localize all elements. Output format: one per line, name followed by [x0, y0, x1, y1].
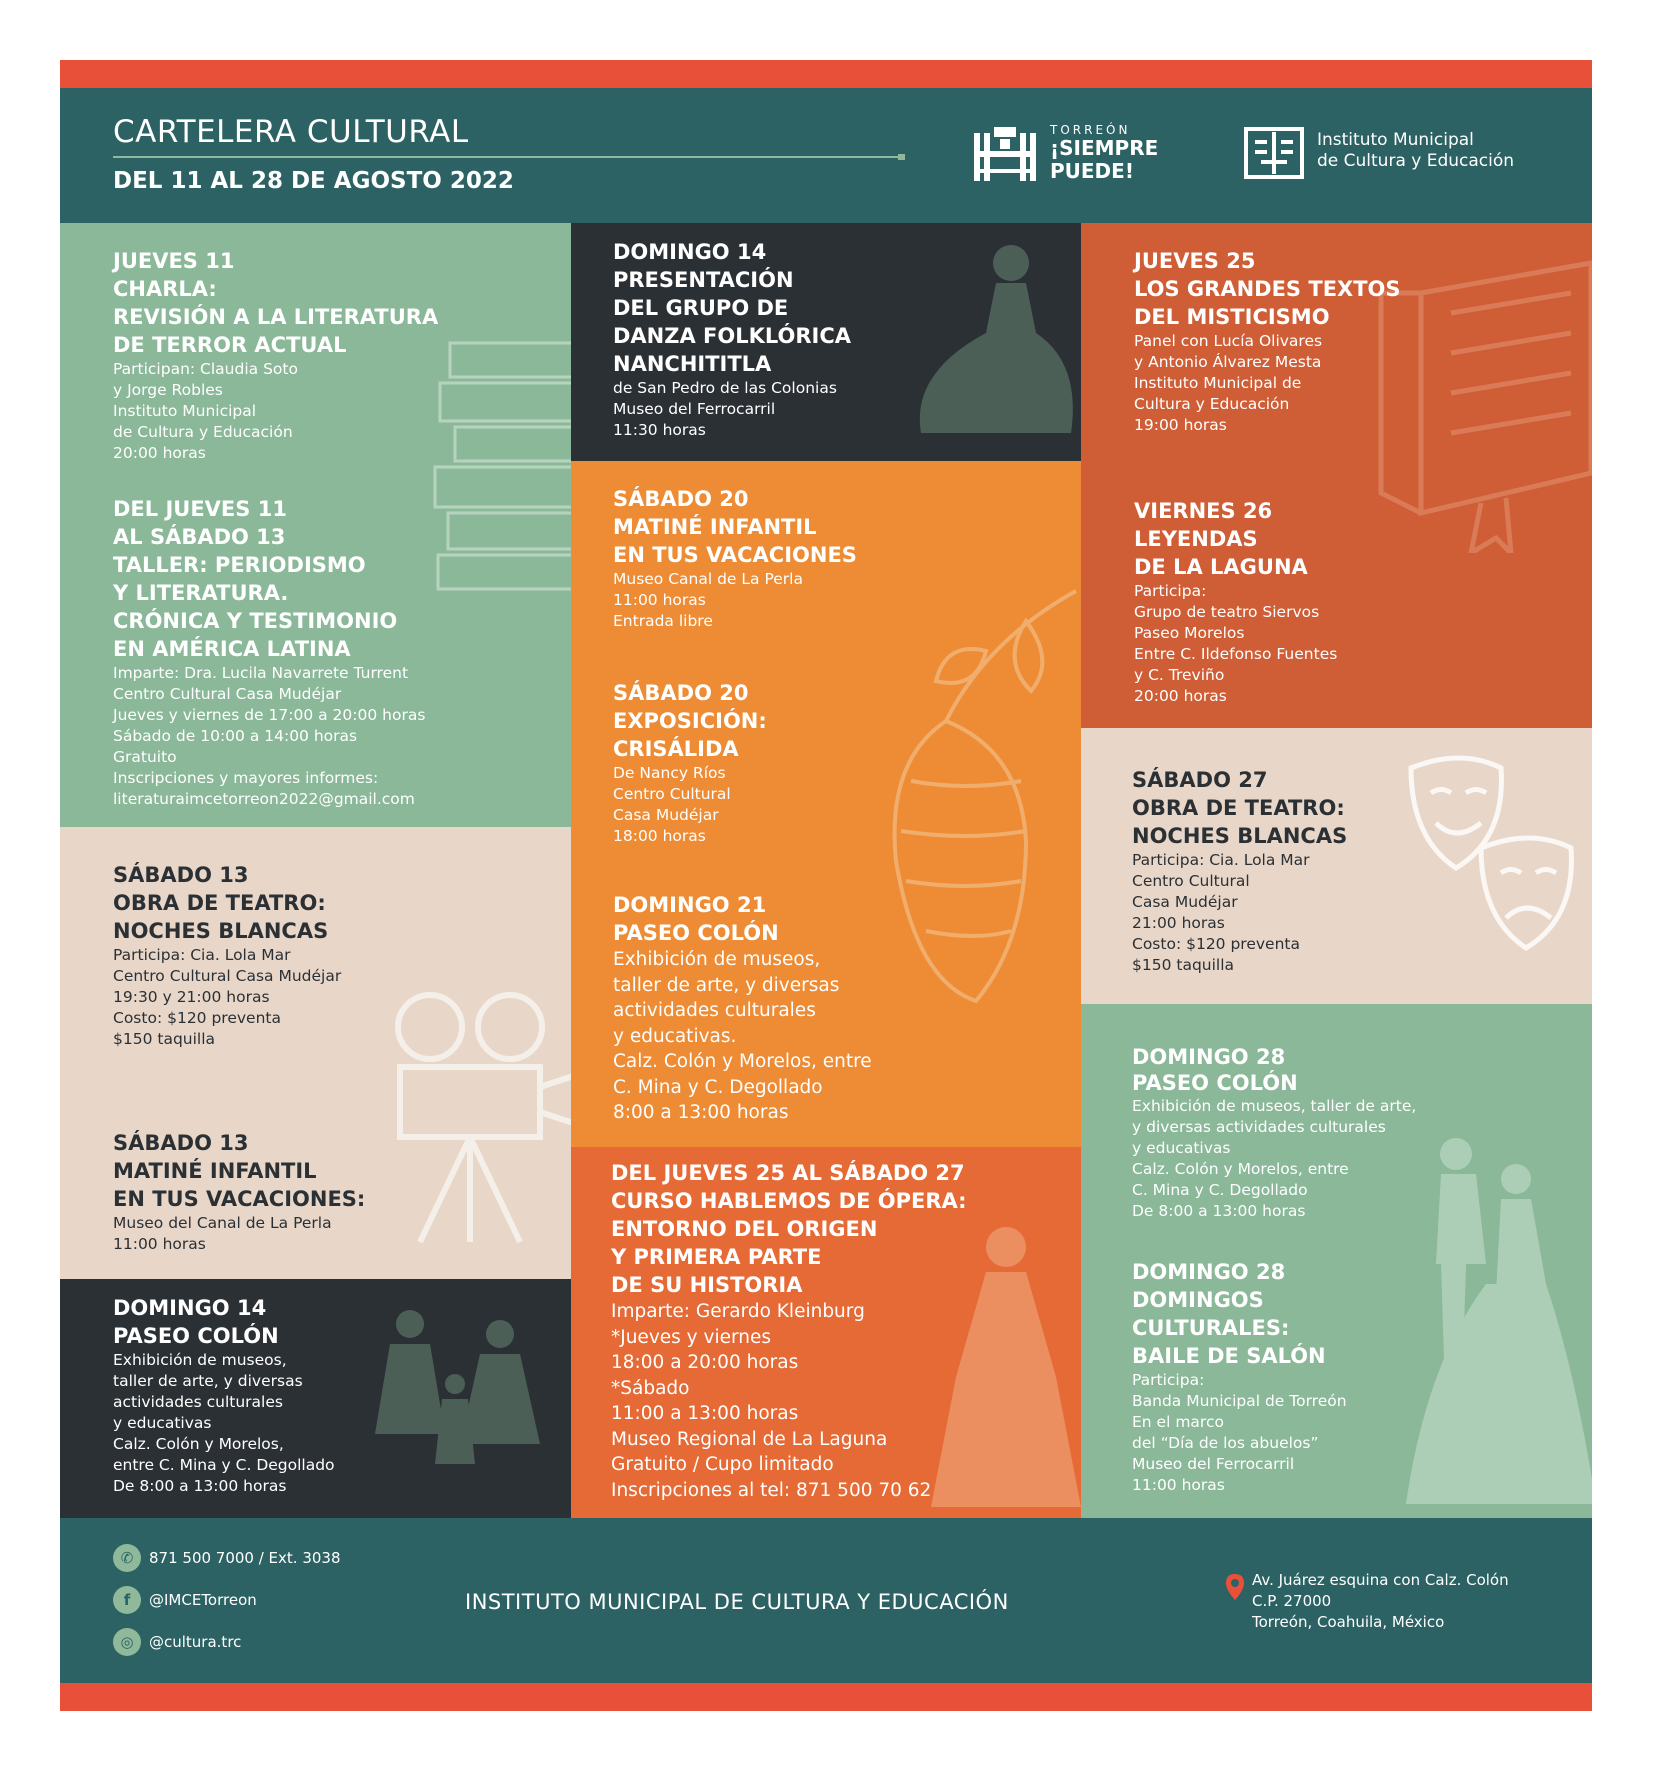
instituto-label: Instituto Municipal de Cultura y Educación — [1317, 130, 1515, 171]
event-title: DEL JUEVES 25 AL SÁBADO 27 CURSO HABLEMOS DE ÓPERA: ENTORNO DEL ORIGEN Y PRIMERA PARTE DE SU HISTORIA — [611, 1161, 967, 1297]
instituto-logo — [1243, 126, 1543, 186]
panel-domingo-14 — [60, 1279, 571, 1518]
phone-text: 871 500 7000 / Ext. 3038 — [149, 1549, 341, 1567]
phone-icon: ✆ — [113, 1544, 141, 1572]
event-details: De Nancy Ríos Centro Cultural Casa Mudéjar 18:00 horas — [613, 764, 731, 845]
event-noches-blancas-27 — [1132, 766, 1347, 976]
footer — [60, 1518, 1592, 1683]
footer-address: Av. Juárez esquina con Calz. Colón C.P. 27000 Torreón, Coahuila, México — [1252, 1571, 1509, 1631]
panel-misticismo-leyendas — [1081, 223, 1592, 728]
event-title: DOMINGO 28 PASEO COLÓN — [1132, 1045, 1298, 1095]
footer-institution: INSTITUTO MUNICIPAL DE CULTURA Y EDUCACIÓN — [465, 1590, 1009, 1614]
poster — [60, 60, 1592, 1711]
event-misticismo — [1134, 247, 1401, 436]
event-crisalida — [613, 679, 767, 847]
contact-instagram[interactable] — [113, 1628, 241, 1656]
panel-domingo-28 — [1081, 1004, 1592, 1518]
facebook-icon: f — [113, 1586, 141, 1614]
header — [60, 88, 1592, 223]
event-taller-periodismo — [113, 495, 425, 810]
event-title: SÁBADO 13 OBRA DE TEATRO: NOCHES BLANCAS — [113, 863, 329, 943]
event-title: DOMINGO 14 PASEO COLÓN — [113, 1296, 279, 1348]
panel-sabado-27 — [1081, 728, 1592, 1004]
event-charla-terror — [113, 247, 438, 464]
theater-masks-illustration — [1401, 748, 1581, 968]
event-details: Exhibición de museos, taller de arte, y diversas actividades culturales y educativas Calz. Colón y Morelos, entre C. Mina y C. Degollado De 8:00 a 13:00 horas — [113, 1351, 335, 1495]
event-details: Museo del Canal de La Perla 11:00 horas — [113, 1214, 332, 1253]
event-title: DOMINGO 14 PRESENTACIÓN DEL GRUPO DE DANZA FOLKLÓRICA NANCHITITLA — [613, 240, 852, 376]
event-details: Participa: Grupo de teatro Siervos Paseo Morelos Entre C. Ildefonso Fuentes y C. Treviño 20:00 horas — [1134, 582, 1338, 705]
bottom-accent-bar — [60, 1683, 1592, 1711]
panel-opera — [571, 1147, 1082, 1518]
header-divider — [113, 156, 903, 158]
page-title: CARTELERA CULTURAL — [113, 114, 469, 150]
event-matine-13 — [113, 1129, 365, 1255]
event-danza-folklorica — [613, 238, 851, 441]
film-camera-illustration — [360, 987, 571, 1247]
instagram-icon: ◎ — [113, 1628, 141, 1656]
facebook-text: @IMCETorreon — [149, 1591, 257, 1609]
event-paseo-colon-28 — [1132, 1044, 1416, 1222]
event-details: Exhibición de museos, taller de arte, y diversas actividades culturales y educativas Calz. Colón y Morelos, entre C. Mina y C. Degollado De 8:00 a 13:00 horas — [1132, 1097, 1417, 1220]
folk-dancer-illustration — [911, 233, 1081, 453]
event-details: Participa: Cia. Lola Mar Centro Cultural Casa Mudéjar 19:30 y 21:00 horas Costo: $120 preventa $150 taquilla — [113, 946, 342, 1048]
event-details: Imparte: Gerardo Kleinburg *Jueves y viernes 18:00 a 20:00 horas *Sábado 11:00 a 13:00 horas Museo Regional de La Laguna Gratuito / Cupo limitado Inscripciones al tel: 871 500 70 62 — [611, 1301, 932, 1501]
date-range: DEL 11 AL 28 DE AGOSTO 2022 — [113, 168, 514, 194]
location-pin-icon — [1225, 1573, 1245, 1601]
event-baile-salon — [1132, 1258, 1347, 1496]
panel-agosto-20-21 — [571, 461, 1082, 1147]
event-details: Museo Canal de La Perla 11:00 horas Entrada libre — [613, 570, 803, 630]
event-details: Exhibición de museos, taller de arte, y diversas actividades culturales y educativas. Calz. Colón y Morelos, entre C. Mina y C. Degollado 8:00 a 13:00 horas — [613, 949, 872, 1123]
instagram-text: @cultura.trc — [149, 1633, 242, 1651]
event-leyendas-laguna — [1134, 497, 1337, 707]
event-title: VIERNES 26 LEYENDAS DE LA LAGUNA — [1134, 499, 1308, 579]
event-title: SÁBADO 20 MATINÉ INFANTIL EN TUS VACACIONES — [613, 487, 857, 567]
event-details: Participa: Banda Municipal de Torreón En el marco del “Día de los abuelos” Museo del Ferrocarril 11:00 horas — [1132, 1371, 1347, 1494]
event-title: SÁBADO 27 OBRA DE TEATRO: NOCHES BLANCAS — [1132, 768, 1348, 848]
siempre-puede-label: ¡SIEMPRE PUEDE! — [1050, 136, 1159, 183]
instituto-book-logo — [1243, 126, 1305, 180]
event-matine-20 — [613, 485, 857, 632]
event-details: Participan: Claudia Soto y Jorge Robles Instituto Municipal de Cultura y Educación 20:00 horas — [113, 360, 298, 462]
event-noches-blancas-13 — [113, 861, 341, 1050]
event-paseo-colon-14 — [113, 1294, 335, 1497]
torreon-label: TORREÓN — [1050, 123, 1131, 137]
event-paseo-colon-21 — [613, 891, 872, 1126]
contact-phone[interactable] — [113, 1544, 341, 1572]
event-title: DOMINGO 28 DOMINGOS CULTURALES: BAILE DE SALÓN — [1132, 1260, 1326, 1368]
event-details: Imparte: Dra. Lucila Navarrete Turrent Centro Cultural Casa Mudéjar Jueves y viernes de 17:00 a 20:00 horas Sábado de 10:00 a 14:00 horas Gratuito Inscripciones y mayores informes: literaturaimcetorreon2022@gmail.com — [113, 664, 426, 808]
event-title: JUEVES 25 LOS GRANDES TEXTOS DEL MISTICISMO — [1134, 249, 1401, 329]
event-details: de San Pedro de las Colonias Museo del Ferrocarril 11:30 horas — [613, 379, 837, 439]
event-curso-opera — [611, 1159, 967, 1503]
panel-jueves-11 — [60, 223, 571, 827]
event-title: DOMINGO 21 PASEO COLÓN — [613, 893, 779, 945]
top-accent-bar — [60, 60, 1592, 88]
event-details: Panel con Lucía Olivares y Antonio Álvarez Mesta Instituto Municipal de Cultura y Educación 19:00 horas — [1134, 332, 1323, 434]
event-details: Participa: Cia. Lola Mar Centro Cultural Casa Mudéjar 21:00 horas Costo: $120 preventa $150 taquilla — [1132, 851, 1310, 974]
stacked-books-illustration — [430, 333, 571, 593]
event-title: SÁBADO 20 EXPOSICIÓN: CRISÁLIDA — [613, 681, 767, 761]
torreon-castle-logo — [972, 125, 1038, 185]
event-title: JUEVES 11 CHARLA: REVISIÓN A LA LITERATURA DE TERROR ACTUAL — [113, 249, 439, 357]
panel-sabado-13 — [60, 827, 571, 1279]
dancers-illustration — [350, 1294, 570, 1494]
event-title: SÁBADO 13 MATINÉ INFANTIL EN TUS VACACIONES: — [113, 1131, 366, 1211]
torreon-logo — [972, 123, 1197, 193]
event-title: DEL JUEVES 11 AL SÁBADO 13 TALLER: PERIODISMO Y LITERATURA. CRÓNICA Y TESTIMONIO EN AMÉRICA LATINA — [113, 497, 398, 661]
contact-facebook[interactable] — [113, 1586, 257, 1614]
header-divider-end — [898, 154, 905, 160]
panel-danza-folklorica — [571, 223, 1082, 461]
